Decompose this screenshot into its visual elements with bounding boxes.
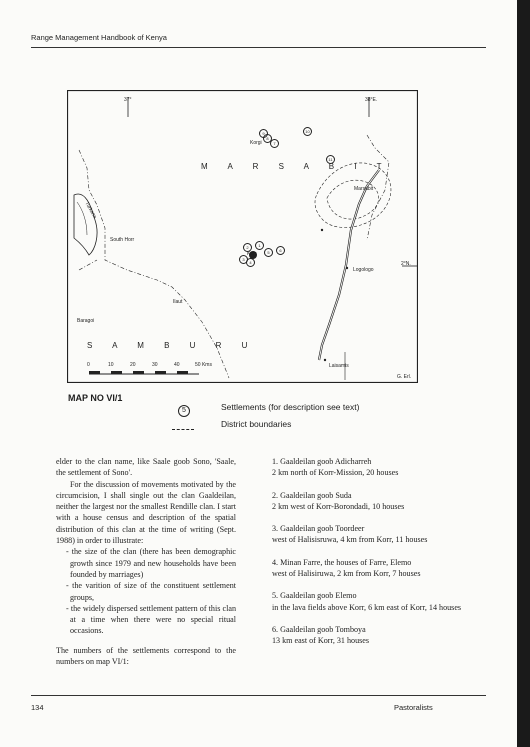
settlement-name: 1. Gaaldeilan goob Adicharreh (272, 457, 372, 466)
left-column (56, 456, 236, 667)
legend-boundary-symbol (172, 429, 194, 430)
map-place-ilaut: Ilaut (173, 299, 183, 305)
settlement-name: 3. Gaaldeilan goob Toordeer (272, 524, 365, 534)
settlement-item (272, 523, 468, 546)
settlement-detail: 13 km east of Korr, 31 houses (272, 636, 370, 646)
map-settlement-8: 8 (263, 134, 272, 143)
map-region-samburu: S A M B U R U (87, 341, 257, 350)
scale-tick-10: 10 (108, 362, 114, 368)
bullet-clan-size: - the size of the clan (there has been demographic growth since 1979 and new households have been founded by marriages) (66, 547, 236, 579)
map-settlement-11: 11 (326, 155, 335, 164)
bullet-settlement-groups: - the varition of size of the constituent settlement groups, (66, 581, 236, 602)
scale-tick-20: 20 (130, 362, 136, 368)
settlement-detail: west of Halisiruwa, 2 km from Korr, 7 houses (272, 569, 421, 579)
scan-edge (517, 0, 530, 747)
legend-boundaries-label: District boundaries (221, 419, 292, 429)
page-number: 134 (31, 703, 44, 712)
map-place-logologo: Logologo (353, 267, 374, 273)
map-place-korgi: Korgi (250, 140, 262, 146)
map-settlement-10: 10 (303, 127, 312, 136)
running-header: Range Management Handbook of Kenya (31, 33, 167, 42)
settlement-detail: west of Halisisruwa, 4 km from Korr, 11 houses (272, 535, 428, 545)
settlement-detail: in the lava fields above Korr, 6 km east of Korr, 14 houses (272, 602, 462, 612)
settlement-name: 4. Minan Farre, the houses of Farre, Elemo (272, 557, 412, 567)
map-settlement-6: 6 (276, 246, 285, 255)
bullet-settlement-pattern: - the widely dispersed settlement pattern of this clan at a time when there were no special ritual occasions. (66, 603, 236, 636)
legend-settlement-symbol: 5 (178, 405, 190, 417)
map-place-laisamis: Laisamis (329, 363, 349, 369)
settlement-list (272, 456, 468, 658)
map-caption: MAP NO VI/1 (68, 393, 123, 403)
settlement-name: 5. Gaaldeilan goob Elemo (272, 591, 357, 601)
settlement-detail: 2 km north of Korr-Mission, 20 houses (272, 468, 399, 478)
map-settlement-5: 5 (264, 248, 273, 257)
running-footer: Pastoralists (394, 703, 433, 712)
paragraph-1: elder to the clan name, like Saale goob Sono, 'Saale, the settlement of Sono'. (56, 457, 236, 478)
settlement-item (272, 456, 468, 479)
map-settlement-9: 9 (259, 129, 268, 138)
map-figure (67, 90, 418, 383)
footer-rule (31, 695, 486, 696)
settlement-item (272, 557, 468, 580)
paragraph-3: The numbers of the settlements correspond to the numbers on map VI/1: (56, 645, 236, 667)
settlement-item (272, 590, 468, 613)
map-settlement-4: 4 (246, 258, 255, 267)
map-settlement-1: 1 (255, 241, 264, 250)
map-place-baragoi: Baragoi (77, 318, 95, 324)
settlement-item (272, 490, 468, 513)
map-region-marsabit: M A R S A B I T (201, 162, 391, 171)
legend-settlements-label: Settlements (for description see text) (221, 402, 360, 412)
map-settlement-7: 7 (270, 139, 279, 148)
map-latitude-2: 2°N. (401, 261, 411, 267)
settlement-name: 6. Gaaldeilan goob Tomboya (272, 624, 366, 634)
map-settlement-2: 2 (243, 243, 252, 252)
scale-tick-0: 0 (87, 362, 90, 368)
map-credit: G. Erl. (397, 374, 412, 380)
map-lake-label: Turkana (83, 200, 98, 220)
map-settlement-3: 3 (239, 255, 248, 264)
scale-tick-50: 50 Kms (195, 362, 212, 368)
map-longitude-37: 37° (124, 97, 132, 103)
map-place-marsabit: Marsabit (354, 186, 374, 192)
settlement-detail: 2 km west of Korr-Borondadi, 10 houses (272, 501, 405, 511)
header-rule (31, 47, 486, 48)
paragraph-2: For the discussion of movements motivated by the circumcision, I shall single out the clan Gaaldeilan, neither the largest nor the smallest Rendille clan. I start with a house census and description of the spatial distribution of this clan at the time of writing (Sept. 1988) in order to illustrate: (56, 479, 236, 546)
map-place-south-horr: South Horr (110, 237, 135, 243)
scale-tick-40: 40 (174, 362, 180, 368)
map-longitude-38: 38°E. (365, 97, 378, 103)
scale-tick-30: 30 (152, 362, 158, 368)
map-place-korr: Korr (247, 251, 257, 257)
settlement-name: 2. Gaaldeilan goob Suda (272, 490, 352, 500)
settlement-item (272, 624, 468, 647)
